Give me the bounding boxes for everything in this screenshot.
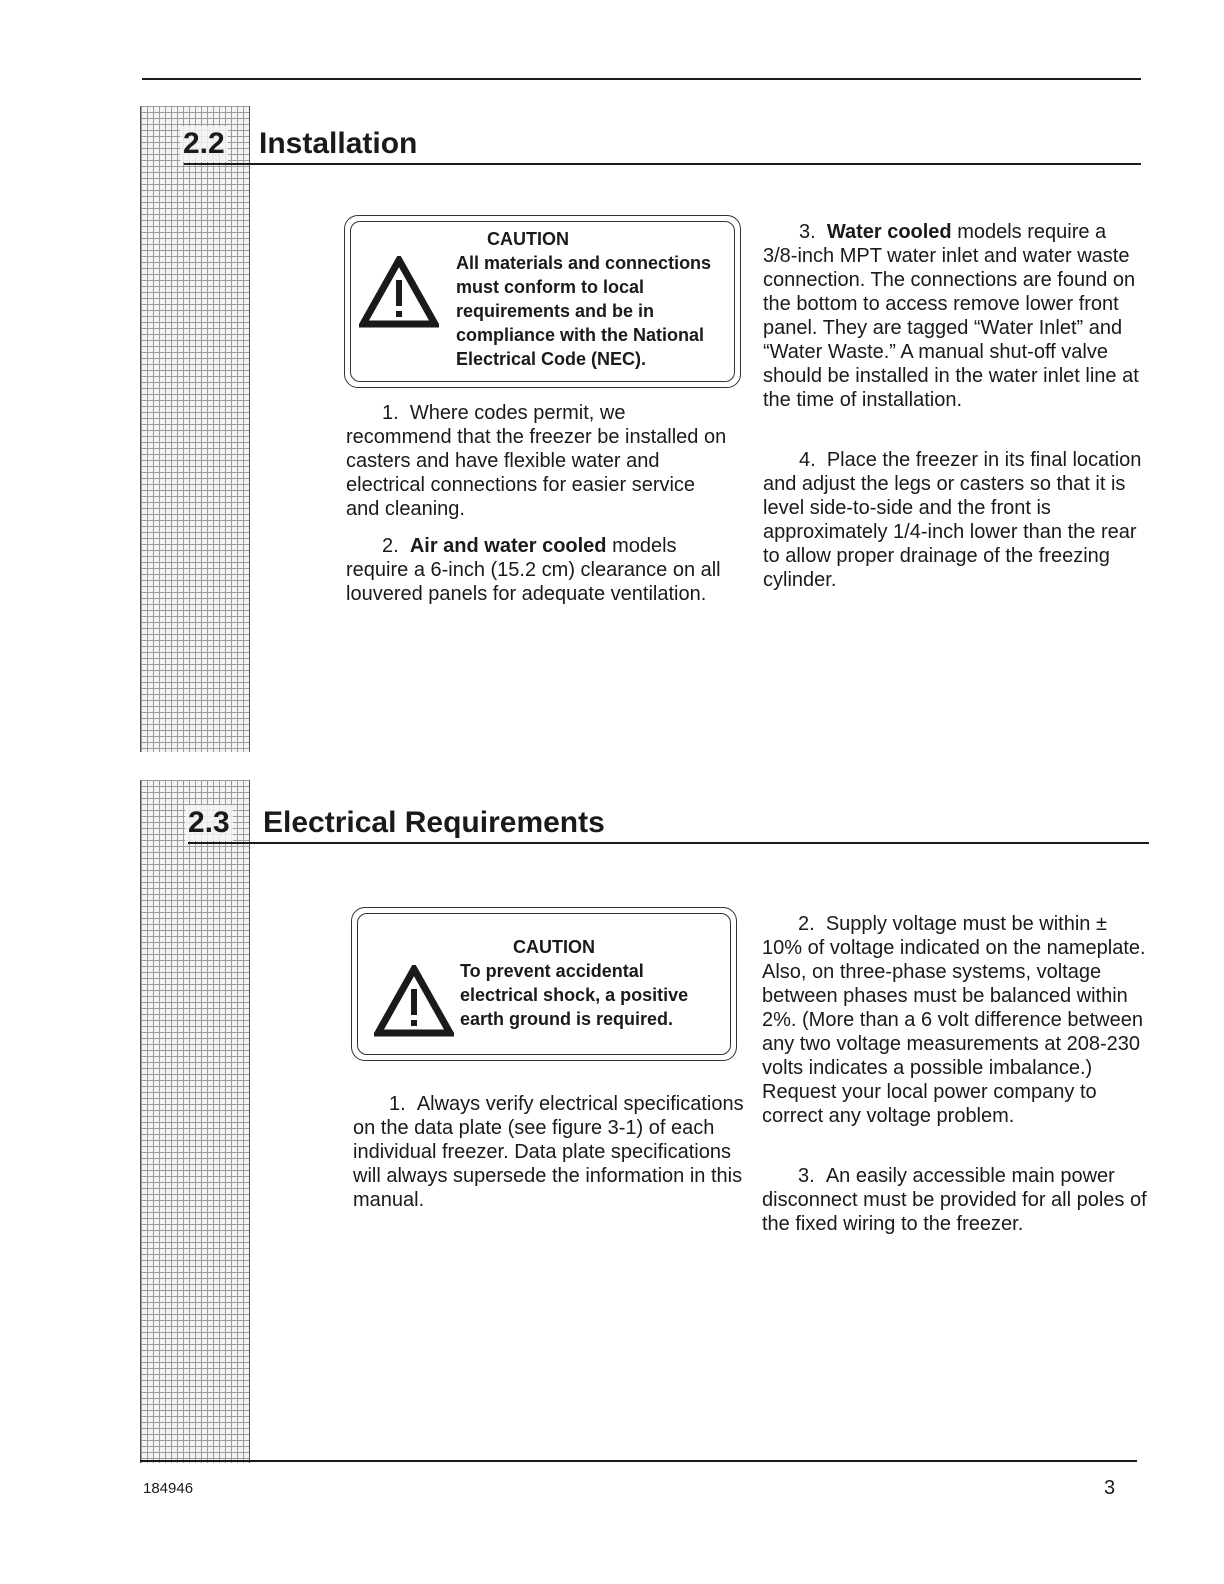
page-number: 3 — [1104, 1477, 1116, 1499]
paragraph-text: Supply voltage must be within ± 10% of voltage indicated on the nameplate. Also, on three-phase systems, voltage between phases must be balanced within 2%. (More than a 6 volt difference between any two voltage measurements at 208-230 volts indicates a possible imbalance.) Request your local power company to correct any voltage problem. — [762, 913, 1146, 1127]
section-rule — [188, 842, 1149, 844]
caution-line: All materials and connections — [456, 253, 712, 273]
section-grid-band — [140, 780, 250, 1463]
section-title: Electrical Requirements — [263, 806, 605, 839]
paragraph-text: An easily accessible main power disconnect must be provided for all poles of the fixed wiring to the freezer. — [762, 1165, 1147, 1235]
caution-text — [460, 959, 730, 1031]
paragraph-number: 1. — [382, 402, 399, 424]
warning-triangle-icon — [359, 256, 439, 328]
caution-line: compliance with the National — [456, 325, 705, 345]
warning-triangle-icon — [374, 965, 454, 1037]
section-title: Installation — [259, 127, 418, 160]
paragraph-number: 2. — [382, 535, 399, 557]
body-paragraph — [763, 448, 1143, 592]
paragraph-number: 3. — [798, 1165, 815, 1187]
caution-box — [351, 907, 737, 1061]
paragraph-number: 2. — [798, 913, 815, 935]
top-rule — [142, 78, 1141, 80]
caution-line: requirements and be in — [456, 301, 655, 321]
body-paragraph — [346, 401, 730, 521]
caution-line: must conform to local — [456, 277, 645, 297]
section-rule — [184, 163, 1141, 165]
caution-line: Electrical Code (NEC). — [456, 349, 647, 369]
paragraph-text: Always verify electrical specifications on the data plate (see figure 3-1) of each individual freezer. Data plate specifications will always supersede the information in this manual. — [353, 1093, 744, 1211]
caution-box — [344, 215, 741, 388]
paragraph-bold: Air and water cooled — [409, 535, 607, 557]
paragraph-text: models require a 3/8-inch MPT water inlet and water waste connection. The connections are found on the bottom to access remove lower front panel. They are tagged “Water Inlet” and “Water Waste.” A manual shut-off valve should be installed in the water inlet line at the time of installation. — [763, 221, 1139, 411]
caution-line: electrical shock, a positive — [460, 985, 689, 1005]
bottom-rule — [140, 1460, 1137, 1462]
caution-heading: CAUTION — [487, 229, 569, 249]
section-number: 2.2 — [180, 126, 228, 162]
section-grid-band — [140, 106, 250, 752]
paragraph-bold: Water cooled — [826, 221, 952, 243]
paragraph-number: 3. — [799, 221, 816, 243]
caution-heading: CAUTION — [513, 937, 595, 957]
paragraph-number: 1. — [389, 1093, 406, 1115]
caution-text — [456, 251, 736, 371]
paragraph-text: models require a 6-inch (15.2 cm) clearance on all louvered panels for adequate ventilation. — [346, 535, 721, 605]
paragraph-number: 4. — [799, 449, 816, 471]
body-paragraph — [762, 912, 1152, 1128]
section-number: 2.3 — [185, 805, 233, 841]
body-paragraph — [353, 1092, 745, 1212]
body-paragraph — [763, 220, 1143, 412]
paragraph-text: Place the freezer in its final location and adjust the legs or casters so that it is level side-to-side and the front is approximately 1/4-inch lower than the rear to allow proper drainage of the freezing cylinder. — [763, 449, 1142, 591]
paragraph-text: Where codes permit, we recommend that the freezer be installed on casters and have flexible water and electrical connections for easier service and cleaning. — [346, 402, 727, 520]
caution-line: To prevent accidental — [460, 961, 644, 981]
document-number: 184946 — [143, 1480, 194, 1497]
body-paragraph — [346, 534, 730, 606]
caution-line: earth ground is required. — [460, 1009, 674, 1029]
body-paragraph — [762, 1164, 1152, 1236]
